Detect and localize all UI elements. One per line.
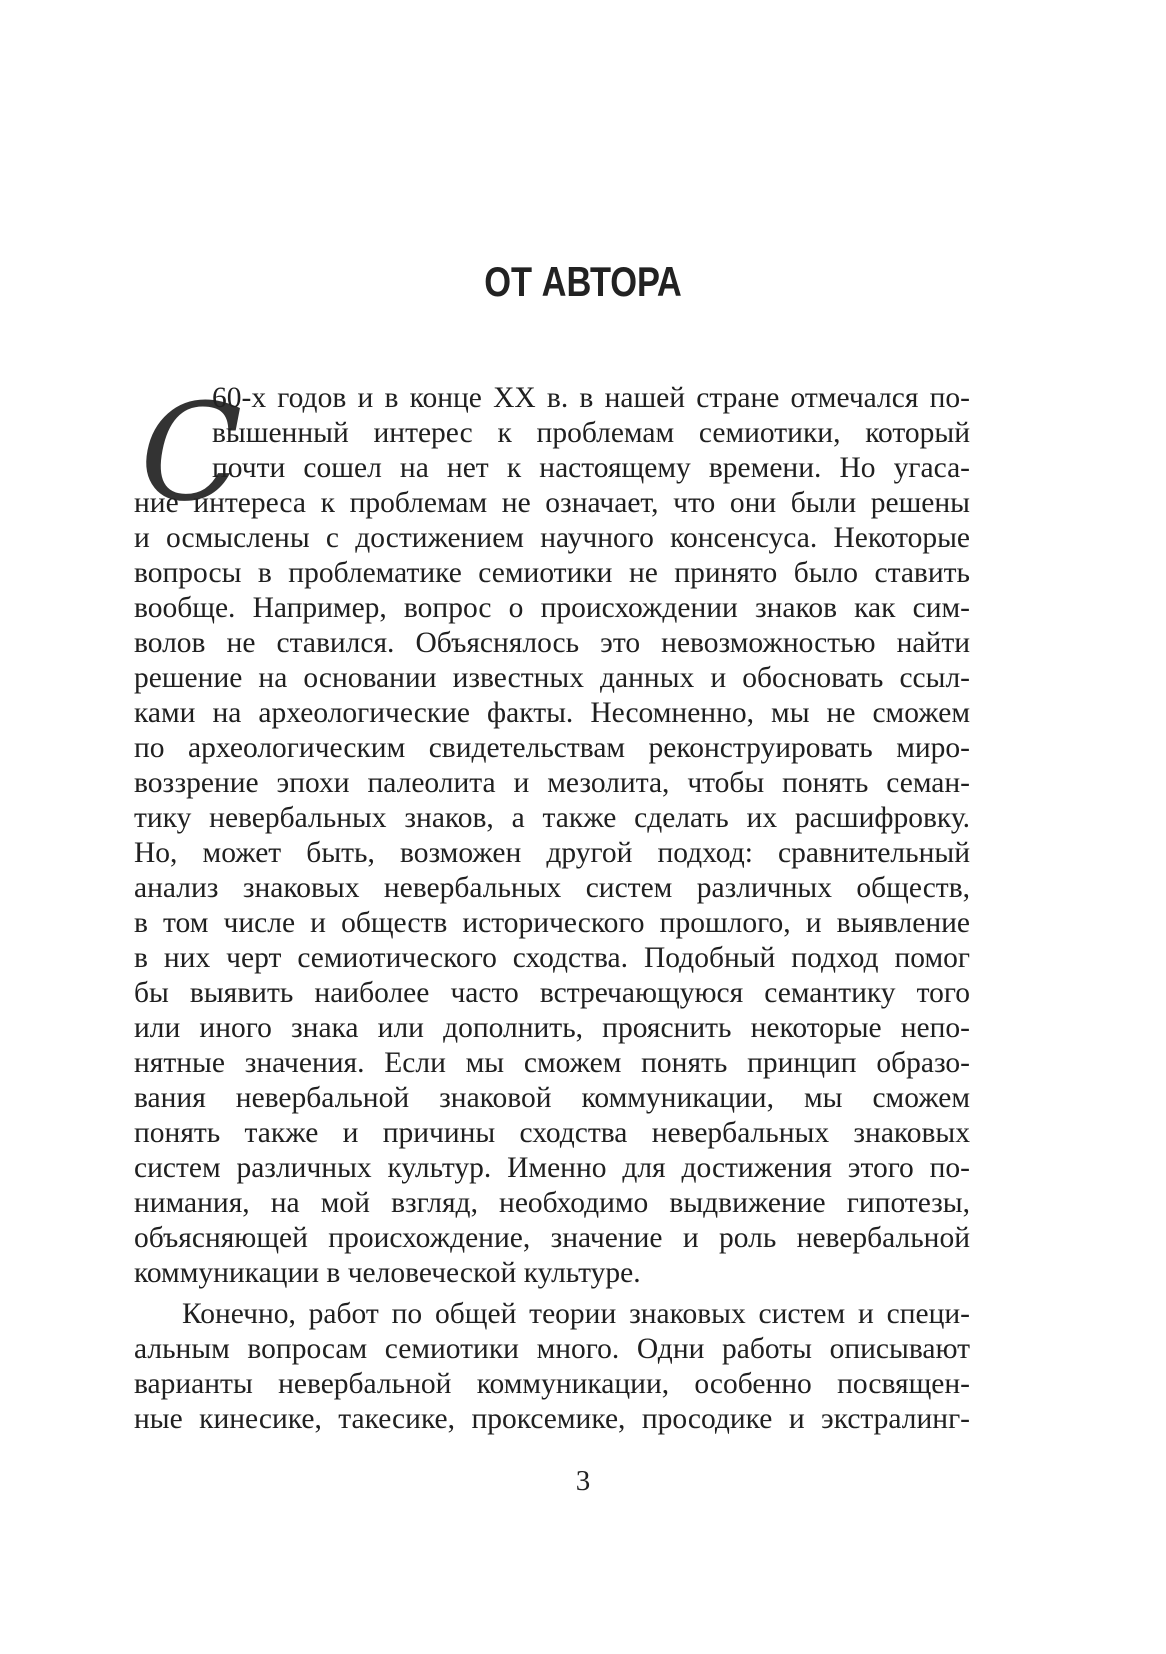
text-line: понять также и причины сходства невербальных знаковых <box>134 1117 970 1149</box>
text-line: ные кинесике, такесике, проксемике, просодике и экстралинг- <box>134 1403 970 1435</box>
text-line: бы выявить наиболее часто встречающуюся семантику того <box>134 977 970 1009</box>
text-line: систем различных культур. Именно для достижения этого по- <box>134 1152 970 1184</box>
page-number: 3 <box>575 1465 591 1497</box>
drop-cap-letter: С <box>140 375 243 531</box>
text-line: нимания, на мой взгляд, необходимо выдвижение гипотезы, <box>134 1187 970 1219</box>
text-line: воззрение эпохи палеолита и мезолита, чтобы понять семан- <box>134 767 970 799</box>
text-line: вания невербальной знаковой коммуникации, мы сможем <box>134 1082 970 1114</box>
text-line: решение на основании известных данных и обосновать ссыл- <box>134 662 970 694</box>
text-line: вообще. Например, вопрос о происхождении знаков как сим- <box>134 592 970 624</box>
text-line: ние интереса к проблемам не означает, что они были решены <box>134 487 970 519</box>
text-line: Но, может быть, возможен другой подход: сравнительный <box>134 837 970 869</box>
text-line: тику невербальных знаков, а также сделать их расшифровку. <box>134 802 970 834</box>
text-line: Конечно, работ по общей теории знаковых систем и специ- <box>182 1298 970 1330</box>
text-line: почти сошел на нет к настоящему времени. Но угаса- <box>212 452 970 484</box>
text-line: в том числе и обществ исторического прошлого, и выявление <box>134 907 970 939</box>
text-line: ками на археологические факты. Несомненно, мы не сможем <box>134 697 970 729</box>
text-line: нятные значения. Если мы сможем понять принцип образо- <box>134 1047 970 1079</box>
text-line: объясняющей происхождение, значение и роль невербальной <box>134 1222 970 1254</box>
text-line: по археологическим свидетельствам реконструировать миро- <box>134 732 970 764</box>
text-line: волов не ставился. Объяснялось это невозможностью найти <box>134 627 970 659</box>
text-line: анализ знаковых невербальных систем различных обществ, <box>134 872 970 904</box>
text-line: и осмыслены с достижением научного консенсуса. Некоторые <box>134 522 970 554</box>
text-line: альным вопросам семиотики много. Одни работы описывают <box>134 1333 970 1365</box>
text-line: или иного знака или дополнить, прояснить некоторые непо- <box>134 1012 970 1044</box>
chapter-title: ОТ АВТОРА <box>484 258 682 305</box>
text-line: вопросы в проблематике семиотики не принято было ставить <box>134 557 970 589</box>
text-line: вышенный интерес к проблемам семиотики, который <box>212 417 970 449</box>
text-line: коммуникации в человеческой культуре. <box>134 1257 641 1289</box>
text-line: варианты невербальной коммуникации, особенно посвящен- <box>134 1368 970 1400</box>
text-line: в них черт семиотического сходства. Подобный подход помог <box>134 942 970 974</box>
text-line: 60-х годов и в конце XX в. в нашей стране отмечался по- <box>212 382 970 414</box>
